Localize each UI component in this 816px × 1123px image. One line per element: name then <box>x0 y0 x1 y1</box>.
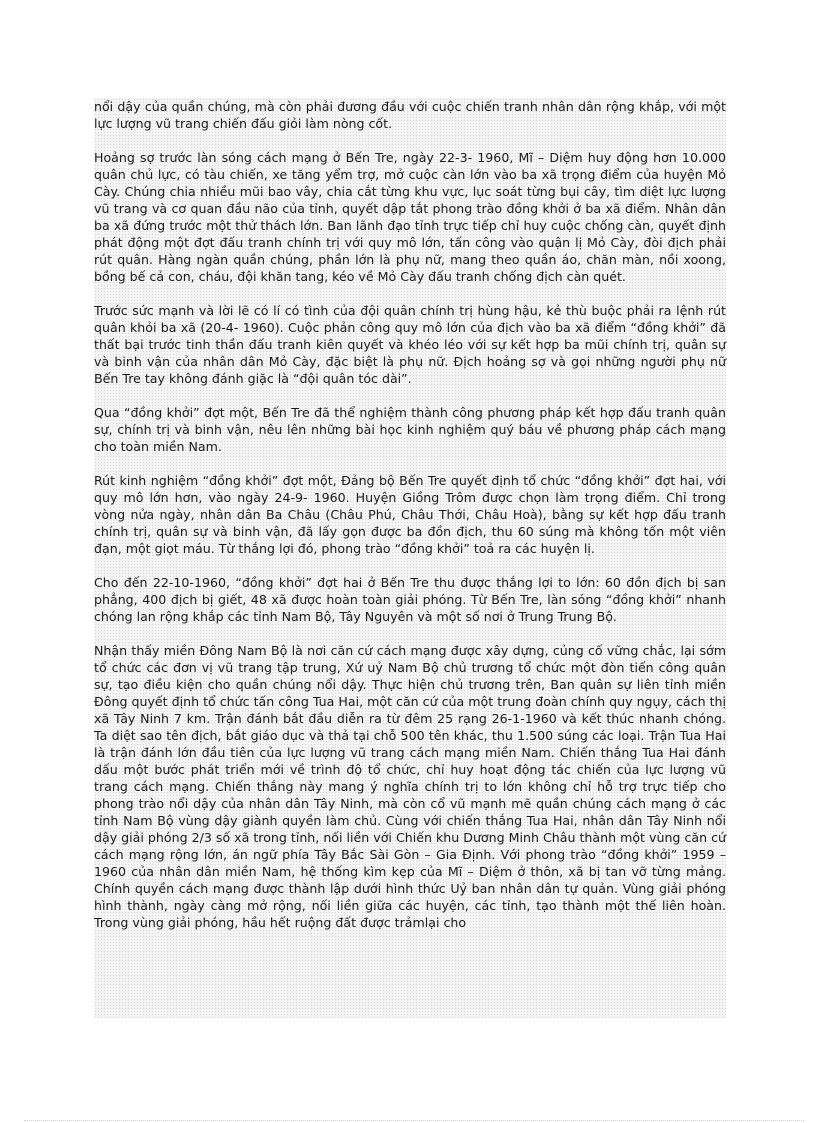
paragraph: Nhận thấy miền Đông Nam Bộ là nơi căn cứ cách mạng được xây dựng, củng cố vững chắc, lại sớm tổ chức các đơn vị vũ trang tập trung, Xứ uỷ Nam Bộ chủ trương tổ chức một đòn tiến công quân sự, tạo điều kiện cho quần chúng nổi dậy. Thực hiện chủ trương trên, Ban quân sự liên tỉnh miền Đông quyết định tổ chức tấn công Tua Hai, một căn cứ của một trung đoàn chính quy ngụy, cách thị xã Tây Ninh 7 km. Trận đánh bắt đầu diễn ra từ đêm 25 rạng 26-1-1960 và kết thúc nhanh chóng. Ta diệt sao tên địch, bắt giáo dục và thả tại chỗ 500 tên khác, thu 1.500 súng các loại. Trận Tua Hai là trận đánh lớn đầu tiên của lực lượng vũ trang cách mạng miền Nam. Chiến thắng Tua Hai đánh dấu một bước phát triển mới về trình độ tổ chức, chỉ huy hoạt động tác chiến của lực lượng vũ trang cách mạng. Chiến thắng này mang ý nghĩa chính trị to lớn không chỉ hỗ trợ trực tiếp cho phong trào nổi dậy của nhân dân Tây Ninh, mà còn cổ vũ mạnh mẽ quần chúng cách mạng ở các tỉnh Nam Bộ vùng dậy giành quyền làm chủ. Cùng với chiến thắng Tua Hai, nhân dân Tây Ninh nổi dậy giải phóng 2/3 số xã trong tỉnh, nối liền với Chiến khu Dương Minh Châu thành một vùng căn cứ cách mạng rộng lớn, án ngữ phía Tây Bắc Sài Gòn – Gia Định. Với phong trào “đồng khởi” 1959 – 1960 của nhân dân miền Nam, hệ thống kìm kẹp của Mĩ – Diệm ở thôn, xã bị tan vỡ từng mảng. Chính quyền cách mạng được thành lập dưới hình thức Uỷ ban nhân dân tự quản. Vùng giải phóng hình thành, ngày càng mở rộng, nối liền giữa các huyện, các tỉnh, tạo thành một thế liên hoàn. Trong vùng giải phóng, hầu hết ruộng đất được trảmlại cho <box>94 643 726 930</box>
paragraph: Trước sức mạnh và lời lẽ có lí có tình của đội quân chính trị hùng hậu, kẻ thù buộc phải ra lệnh rút quân khỏi ba xã (20-4- 1960). Cuộc phản công quy mô lớn của địch vào ba xã điểm “đồng khởi” đã thất bại trước tinh thần đấu tranh kiên quyết và khéo léo với sự kết hợp ba mũi chính trị, quân sự và binh vận của nhân dân Mỏ Cày, đặc biệt là phụ nữ. Địch hoảng sợ và gọi những người phụ nữ Bến Tre tay không đánh giặc là “đội quân tóc dài”. <box>94 303 726 386</box>
paragraph: Cho đến 22-10-1960, “đồng khởi” đợt hai ở Bến Tre thu được thắng lợi to lớn: 60 đồn địch bị san phẳng, 400 địch bị giết, 48 xã được hoàn toàn giải phóng. Từ Bến Tre, làn sóng “đồng khởi” nhanh chóng lan rộng khắp các tỉnh Nam Bộ, Tây Nguyên và một số nơi ở Trung Trung Bộ. <box>94 575 726 624</box>
paragraph: nổi dậy của quần chúng, mà còn phải đương đầu với cuộc chiến tranh nhân dân rộng khắp, với một lực lượng vũ trang chiến đấu giỏi làm nòng cốt. <box>94 99 726 131</box>
document-page <box>94 98 726 1018</box>
paragraph: Rút kinh nghiệm “đồng khởi” đợt một, Đảng bộ Bến Tre quyết định tổ chức “đồng khởi” đợt hai, với quy mô lớn hơn, vào ngày 24-9- 1960. Huyện Giồng Trôm được chọn làm trọng điểm. Chỉ trong vòng nửa ngày, nhân dân Ba Châu (Châu Phú, Châu Thới, Châu Hoà), bằng sự kết hợp đấu tranh chính trị, quân sự và binh vận, đã lấy gọn được ba đồn địch, thu 60 súng mà không tốn một viên đạn, một giọt máu. Từ thắng lợi đó, phong trào “đồng khởi” toả ra các huyện lị. <box>94 473 726 556</box>
paragraph: Qua “đồng khởi” đợt một, Bến Tre đã thể nghiệm thành công phương pháp kết hợp đấu tranh quân sự, chính trị và binh vận, nêu lên những bài học kinh nghiệm quý báu về phương pháp cách mạng cho toàn miền Nam. <box>94 405 726 454</box>
page-bottom-divider <box>24 1120 804 1122</box>
paragraph: Hoảng sợ trước làn sóng cách mạng ở Bến Tre, ngày 22-3- 1960, Mĩ – Diệm huy động hơn 10.000 quân chủ lực, có tàu chiến, xe tăng yểm trợ, mở cuộc càn lớn vào ba xã trọng điểm của huyện Mỏ Cày. Chúng chia nhiều mũi bao vây, chia cắt từng khu vực, lục soát từng bụi cây, tìm diệt lực lượng vũ trang và cơ quan đầu não của tỉnh, quyết dập tắt phong trào đồng khởi ở ba xã điểm. Nhân dân ba xã đứng trước một thử thách lớn. Ban lãnh đạo tỉnh trực tiếp chỉ huy cuộc chống càn, quyết định phát động một đợt đấu tranh chính trị với quy mô lớn, tấn công vào quận lị Mỏ Cày, đòi địch phải rút quân. Hàng ngàn quần chúng, phần lớn là phụ nữ, mang theo quần áo, chăn màn, nồi xoong, bồng bế cả con, cháu, đội khăn tang, kéo về Mỏ Cày đấu tranh chống địch càn quét. <box>94 150 726 284</box>
